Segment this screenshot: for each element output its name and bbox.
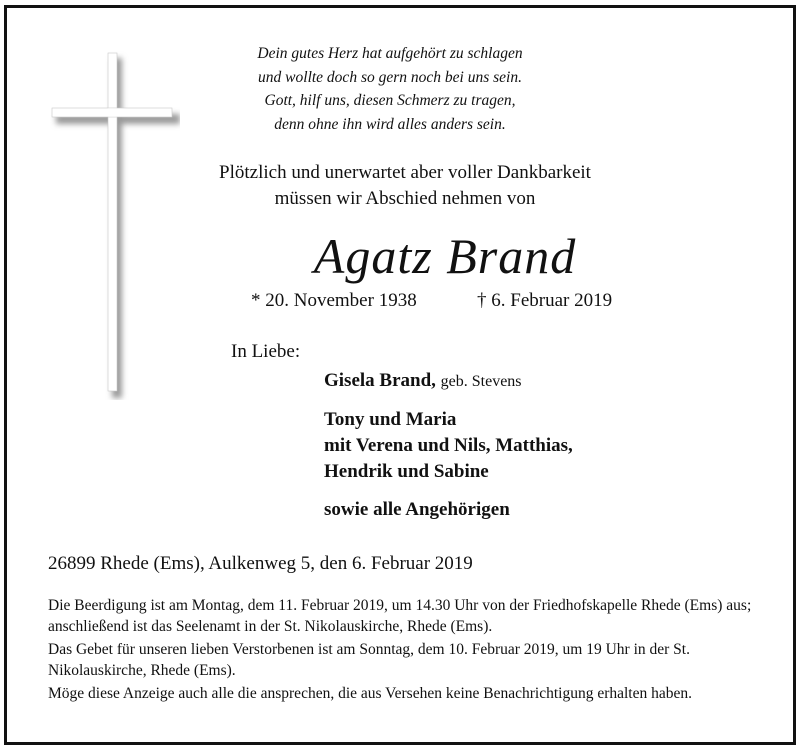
intro-text (200, 160, 610, 212)
family-block (324, 407, 573, 485)
death-date: † 6. Februar 2019 (477, 290, 613, 311)
place-date: 26899 Rhede (Ems), Aulkenweg 5, den 6. Februar 2019 (48, 553, 473, 574)
spouse-name: Gisela Brand, (324, 370, 436, 391)
poem-line: denn ohne ihn wird alles anders sein. (274, 115, 506, 133)
funeral-notice: Die Beerdigung ist am Montag, dem 11. Februar 2019, um 14.30 Uhr von der Friedhofskapelle Rhede (Ems) aus; anschließend ist das Seelenamt in der St. Nikolauskirche, Rhede (Ems). (48, 597, 752, 635)
poem (220, 42, 560, 136)
apology-notice: Möge diese Anzeige auch alle die ansprechen, die aus Versehen keine Benachrichtigung erhalten haben. (48, 685, 692, 702)
family-line: Hendrik und Sabine (324, 461, 489, 482)
spouse-maiden-name: geb. Stevens (440, 373, 522, 390)
birth-date: * 20. November 1938 (251, 290, 417, 311)
notices (48, 596, 760, 708)
other-relatives: sowie alle Angehörigen (324, 499, 510, 520)
poem-line: Dein gutes Herz hat aufgehört zu schlagen (257, 45, 523, 62)
mourners-list (324, 368, 573, 523)
intro-line: müssen wir Abschied nehmen von (274, 188, 536, 209)
deceased-name: Agatz Brand (313, 228, 577, 284)
family-line: Tony und Maria (324, 409, 457, 430)
family-line: mit Verena und Nils, Matthias, (324, 435, 573, 456)
in-love-label: In Liebe: (231, 341, 301, 362)
prayer-notice: Das Gebet für unseren lieben Verstorbenen ist am Sonntag, dem 10. Februar 2019, um 19 Uhr in der St. Nikolauskirche, Rhede (Ems). (48, 641, 690, 679)
cross-icon (50, 50, 180, 400)
spouse-line (324, 368, 573, 395)
poem-line: und wollte doch so gern noch bei uns sein. (258, 68, 522, 86)
poem-line: Gott, hilf uns, diesen Schmerz zu tragen, (264, 92, 516, 109)
intro-line: Plötzlich und unerwartet aber voller Dankbarkeit (219, 162, 591, 183)
